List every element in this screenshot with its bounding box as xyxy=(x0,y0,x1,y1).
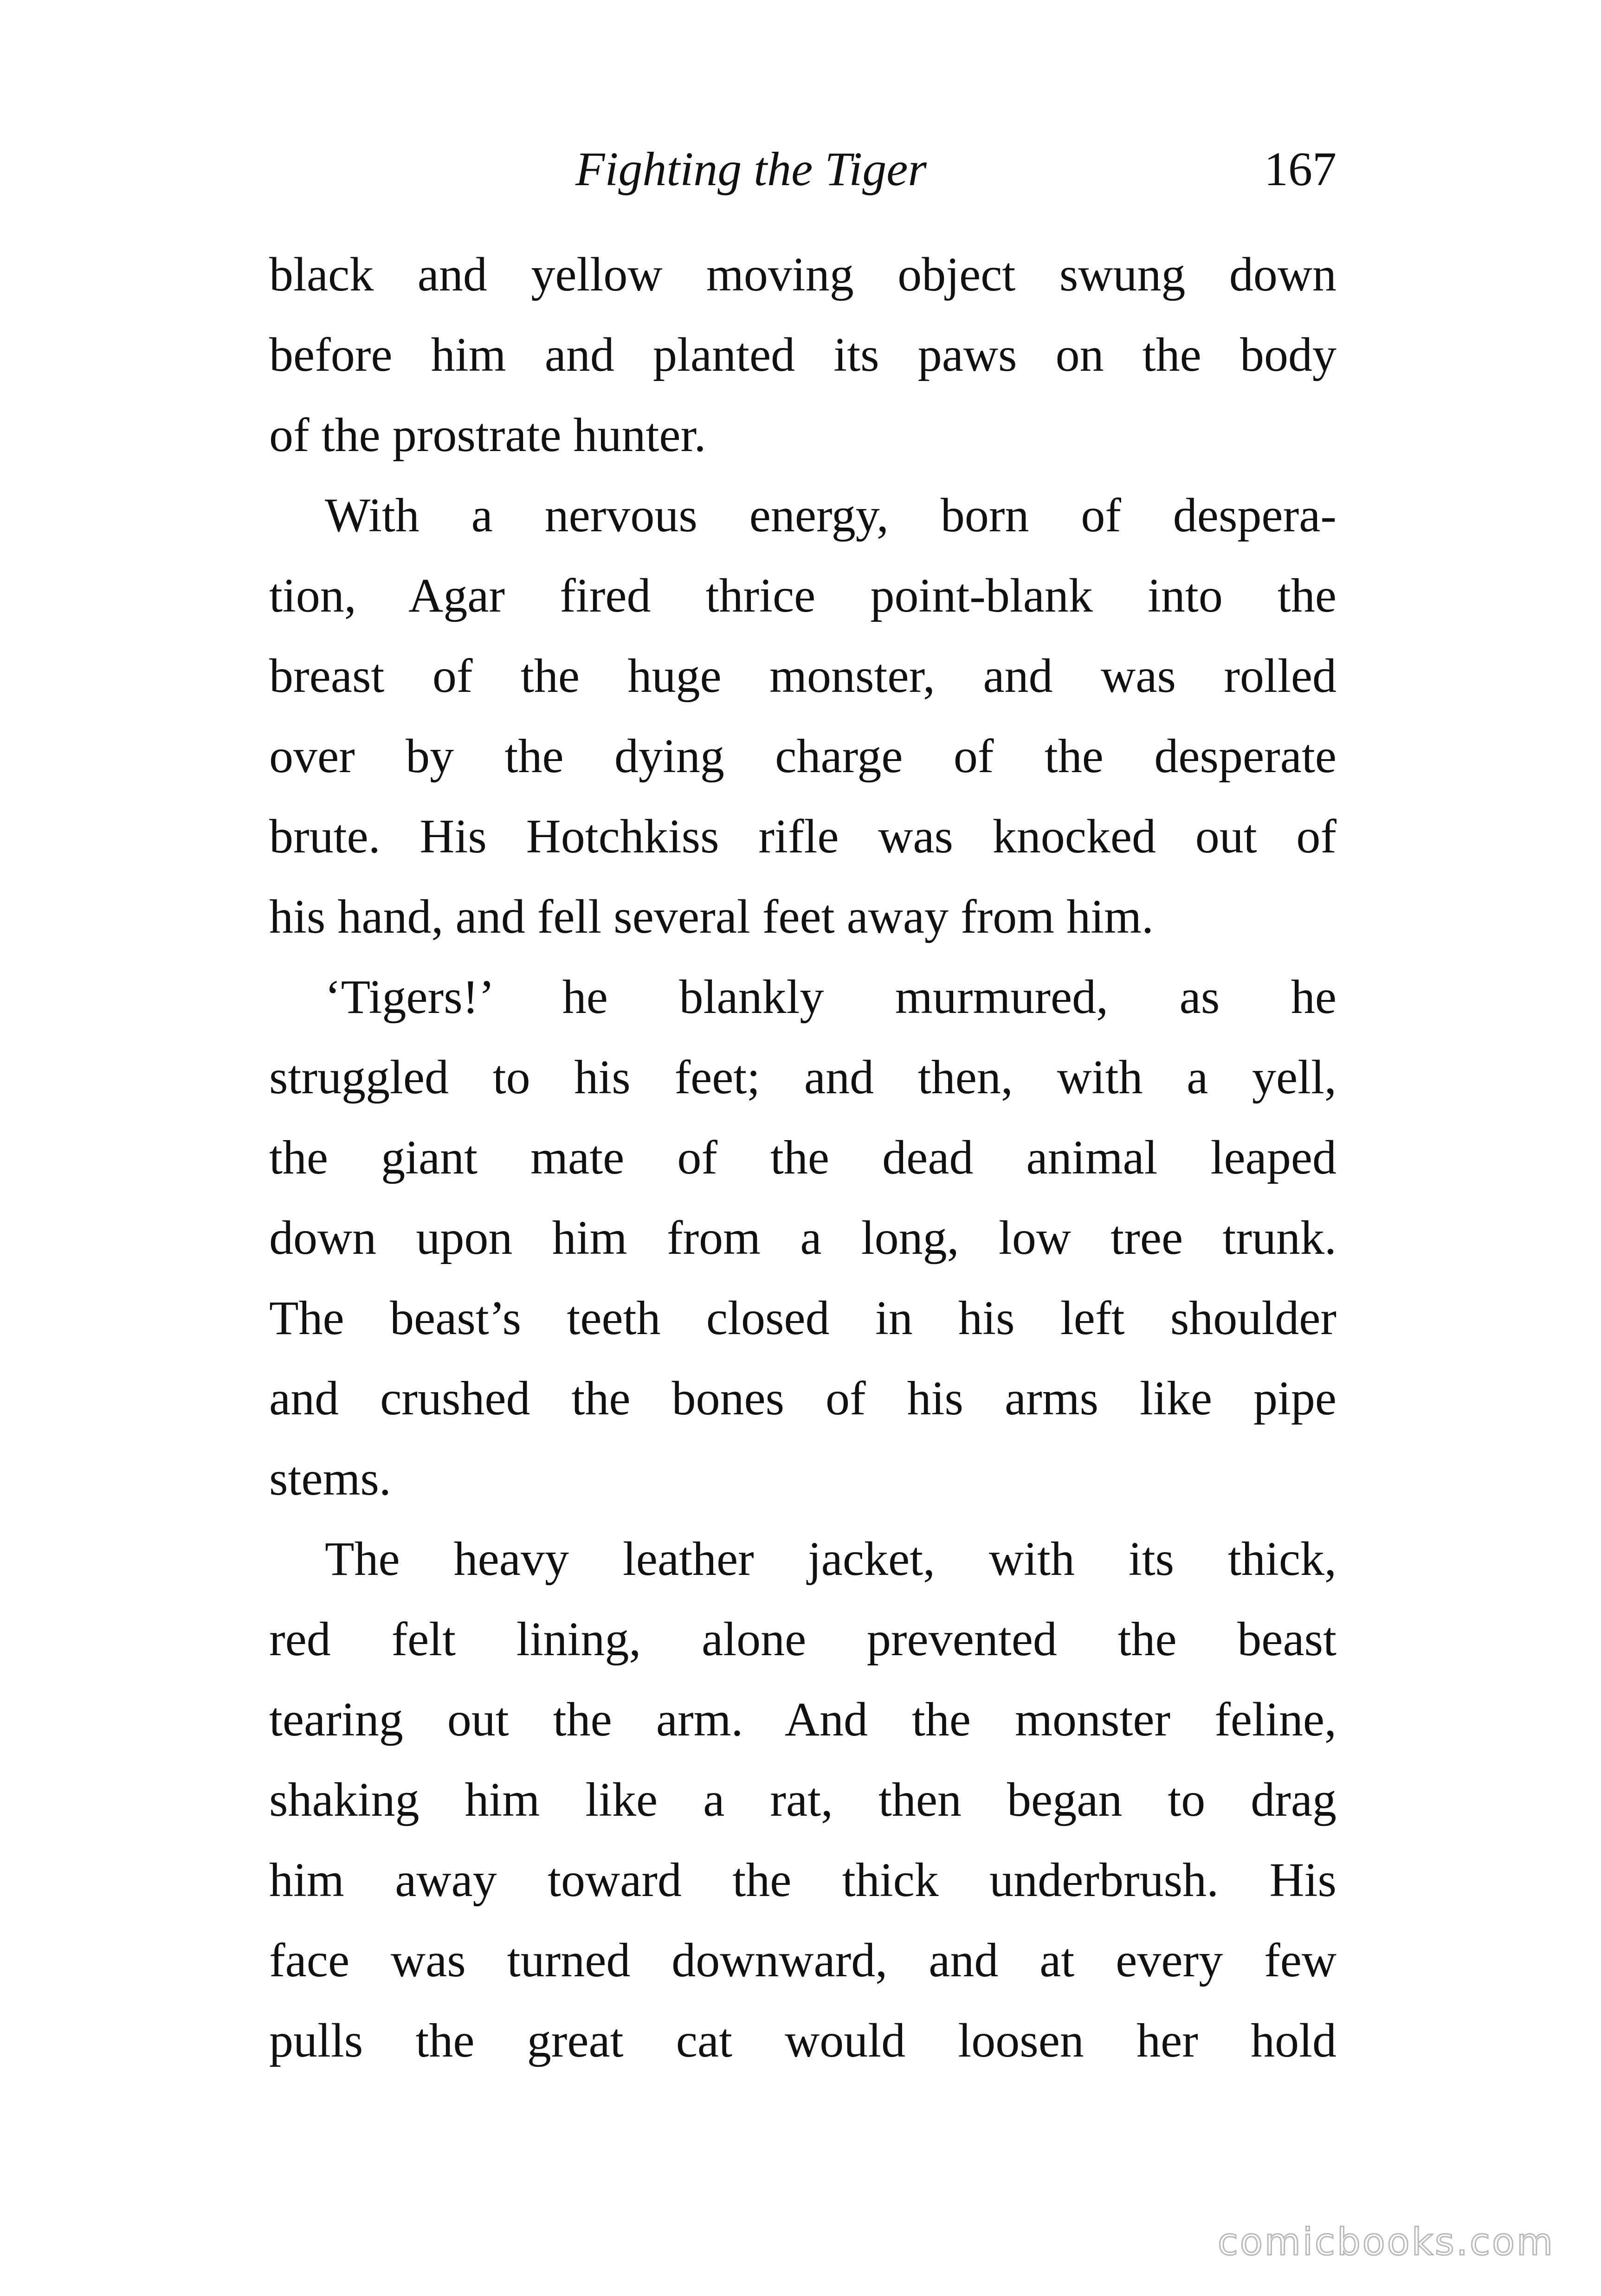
text-line: stems. xyxy=(269,1452,391,1505)
text-line: the giant mate of the dead animal leaped xyxy=(269,1131,1336,1184)
text-line: The heavy leather jacket, with its thick, xyxy=(325,1532,1336,1586)
page-number: 167 xyxy=(1264,142,1336,196)
text-line: down upon him from a long, low tree trunk. xyxy=(269,1211,1336,1264)
text-line: black and yellow moving object swung down xyxy=(269,248,1336,301)
text-line: pulls the great cat would loosen her hold xyxy=(269,2014,1336,2067)
text-line: before him and planted its paws on the body xyxy=(269,328,1336,381)
text-line: and crushed the bones of his arms like pipe xyxy=(269,1372,1336,1425)
body-text xyxy=(269,234,1336,2081)
text-line: ‘Tigers!’ he blankly murmured, as he xyxy=(325,970,1336,1024)
running-header xyxy=(575,135,1336,204)
running-title: Fighting the Tiger xyxy=(575,142,927,196)
text-line: tion, Agar fired thrice point-blank into the xyxy=(269,569,1336,622)
text-line: of the prostrate hunter. xyxy=(269,408,706,462)
text-line: tearing out the arm. And the monster feline, xyxy=(269,1693,1336,1746)
watermark: comicbooks.com xyxy=(1217,2220,1555,2264)
text-line: over by the dying charge of the desperate xyxy=(269,729,1336,783)
text-line: red felt lining, alone prevented the beast xyxy=(269,1612,1336,1666)
text-line: breast of the huge monster, and was rolled xyxy=(269,649,1336,703)
text-line: his hand, and fell several feet away from him. xyxy=(269,890,1154,943)
text-line: With a nervous energy, born of despera- xyxy=(325,489,1336,542)
text-line: struggled to his feet; and then, with a yell, xyxy=(269,1051,1336,1104)
text-line: face was turned downward, and at every few xyxy=(269,1934,1336,1987)
text-line: brute. His Hotchkiss rifle was knocked out of xyxy=(269,810,1336,863)
text-line: The beast’s teeth closed in his left shoulder xyxy=(269,1291,1336,1345)
text-line: shaking him like a rat, then began to drag xyxy=(269,1773,1336,1826)
text-line: him away toward the thick underbrush. His xyxy=(269,1853,1336,1907)
